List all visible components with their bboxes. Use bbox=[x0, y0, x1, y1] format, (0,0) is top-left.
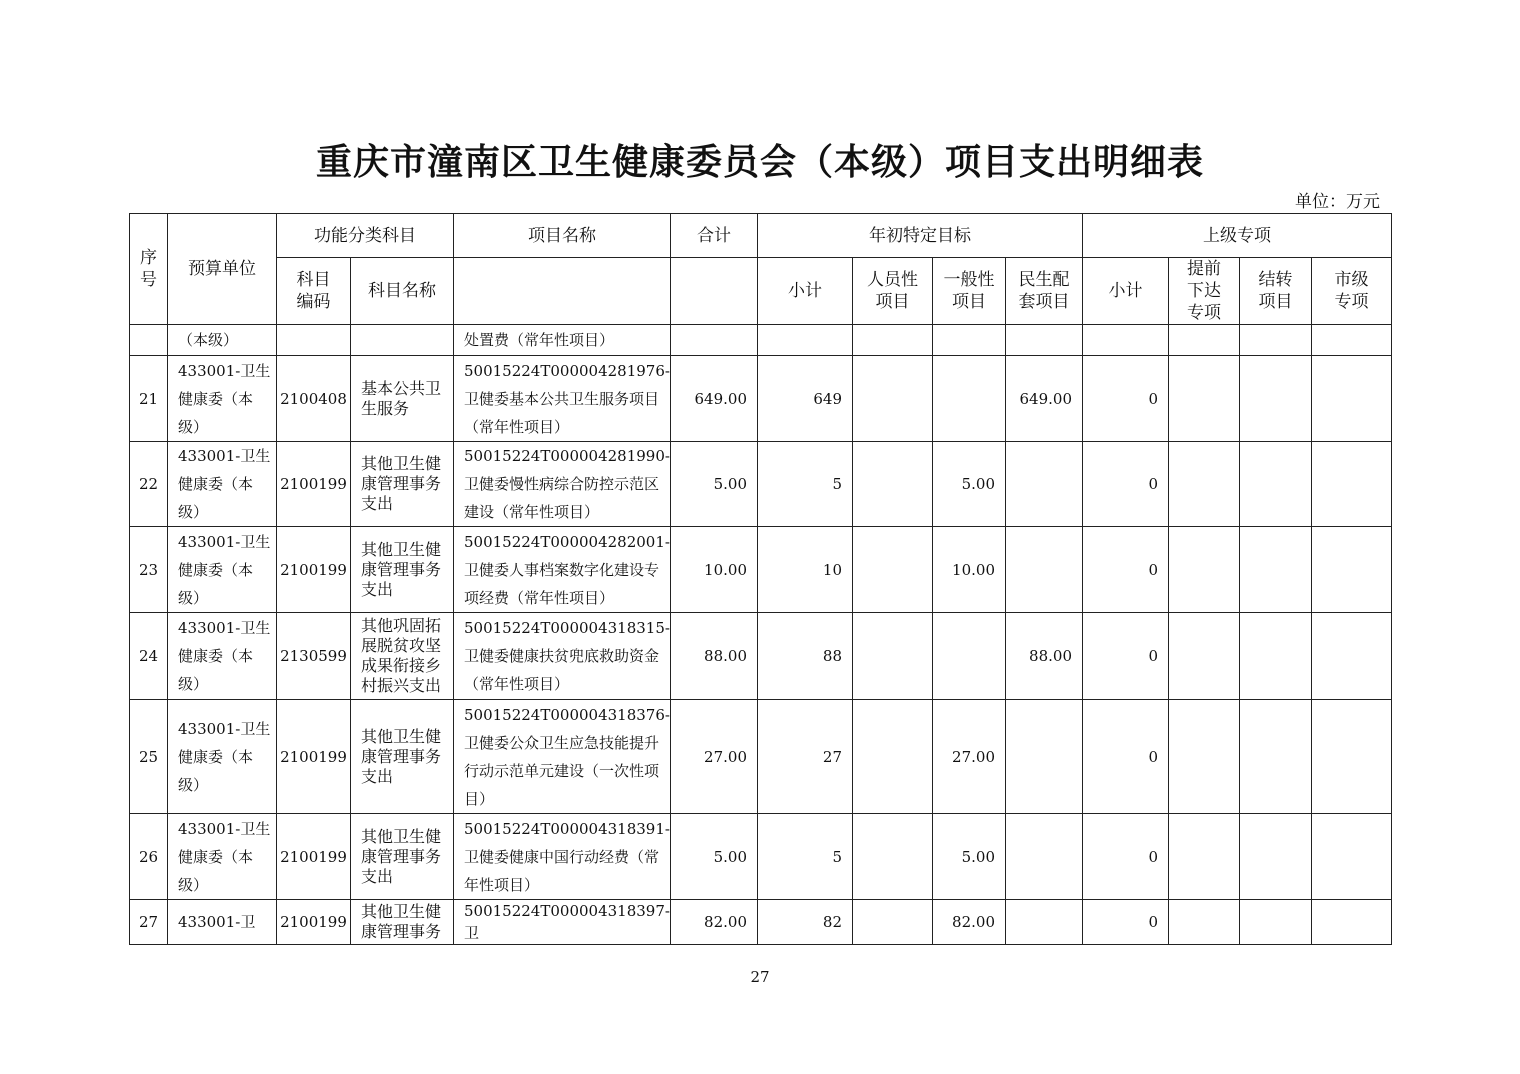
cell-project: 处置费（常年性项目） bbox=[454, 325, 671, 356]
header-total-blank bbox=[671, 258, 758, 325]
cell-city bbox=[1312, 325, 1392, 356]
table-row bbox=[130, 356, 1392, 442]
cell-subject: 基本公共卫生服务 bbox=[351, 356, 454, 442]
header-city: 市级专项 bbox=[1312, 258, 1392, 325]
cell-seq: 25 bbox=[130, 700, 168, 814]
cell-superior-subtotal: 0 bbox=[1083, 442, 1169, 527]
header-function-classification: 功能分类科目 bbox=[277, 214, 454, 258]
cell-personnel bbox=[853, 613, 933, 700]
cell-total: 649.00 bbox=[671, 356, 758, 442]
cell-advance bbox=[1169, 613, 1240, 700]
cell-project: 50015224T000004281990-卫健委慢性病综合防控示范区建设（常年性项目） bbox=[454, 442, 671, 527]
cell-subject: 其他卫生健康管理事务支出 bbox=[351, 814, 454, 900]
cell-city bbox=[1312, 527, 1392, 613]
cell-personnel bbox=[853, 442, 933, 527]
table-row bbox=[130, 700, 1392, 814]
cell-project: 50015224T000004318397-卫 bbox=[454, 900, 671, 945]
header-project-name: 项目名称 bbox=[454, 214, 671, 258]
cell-city bbox=[1312, 613, 1392, 700]
cell-unit: 433001-卫生健康委（本级） bbox=[168, 700, 277, 814]
cell-total: 5.00 bbox=[671, 814, 758, 900]
cell-unit: 433001-卫生健康委（本级） bbox=[168, 356, 277, 442]
cell-subject: 其他卫生健康管理事务支出 bbox=[351, 527, 454, 613]
cell-code: 2130599 bbox=[277, 613, 351, 700]
cell-livelihood bbox=[1006, 700, 1083, 814]
cell-city bbox=[1312, 442, 1392, 527]
cell-superior-subtotal: 0 bbox=[1083, 900, 1169, 945]
cell-personnel bbox=[853, 700, 933, 814]
cell-advance bbox=[1169, 325, 1240, 356]
cell-project: 50015224T000004281976-卫健委基本公共卫生服务项目（常年性项目） bbox=[454, 356, 671, 442]
header-general: 一般性项目 bbox=[933, 258, 1006, 325]
cell-general: 82.00 bbox=[933, 900, 1006, 945]
cell-seq bbox=[130, 325, 168, 356]
cell-subtotal: 5 bbox=[758, 442, 853, 527]
cell-superior-subtotal: 0 bbox=[1083, 613, 1169, 700]
cell-personnel bbox=[853, 527, 933, 613]
header-project-name-blank bbox=[454, 258, 671, 325]
cell-general bbox=[933, 356, 1006, 442]
cell-personnel bbox=[853, 356, 933, 442]
cell-city bbox=[1312, 900, 1392, 945]
cell-carryover bbox=[1240, 814, 1312, 900]
cell-subject: 其他卫生健康管理事务支出 bbox=[351, 700, 454, 814]
cell-unit: 433001-卫生健康委（本级） bbox=[168, 527, 277, 613]
cell-livelihood bbox=[1006, 527, 1083, 613]
cell-subject: 其他巩固拓展脱贫攻坚成果衔接乡村振兴支出 bbox=[351, 613, 454, 700]
cell-project: 50015224T000004282001-卫健委人事档案数字化建设专项经费（常年性项目） bbox=[454, 527, 671, 613]
table-row bbox=[130, 527, 1392, 613]
cell-superior-subtotal: 0 bbox=[1083, 356, 1169, 442]
cell-subtotal: 5 bbox=[758, 814, 853, 900]
cell-unit: 433001-卫生健康委（本级） bbox=[168, 442, 277, 527]
cell-livelihood: 649.00 bbox=[1006, 356, 1083, 442]
cell-code: 2100199 bbox=[277, 700, 351, 814]
header-advance: 提前下达专项 bbox=[1169, 258, 1240, 325]
cell-unit: 433001-卫生健康委（本级） bbox=[168, 613, 277, 700]
cell-code: 2100199 bbox=[277, 442, 351, 527]
cell-livelihood bbox=[1006, 900, 1083, 945]
cell-unit: 433001-卫 bbox=[168, 900, 277, 945]
cell-advance bbox=[1169, 442, 1240, 527]
cell-unit: （本级） bbox=[168, 325, 277, 356]
table-row bbox=[130, 900, 1392, 945]
header-superior-special: 上级专项 bbox=[1083, 214, 1392, 258]
header-annual-subtotal: 小计 bbox=[758, 258, 853, 325]
cell-advance bbox=[1169, 814, 1240, 900]
cell-city bbox=[1312, 356, 1392, 442]
cell-general: 27.00 bbox=[933, 700, 1006, 814]
cell-carryover bbox=[1240, 442, 1312, 527]
cell-general: 5.00 bbox=[933, 814, 1006, 900]
cell-code: 2100408 bbox=[277, 356, 351, 442]
header-annual-targets: 年初特定目标 bbox=[758, 214, 1083, 258]
header-seq: 序号 bbox=[130, 214, 168, 325]
header-superior-subtotal: 小计 bbox=[1083, 258, 1169, 325]
header-subject-code: 科目编码 bbox=[277, 258, 351, 325]
cell-subtotal: 649 bbox=[758, 356, 853, 442]
cell-subtotal: 27 bbox=[758, 700, 853, 814]
cell-livelihood bbox=[1006, 325, 1083, 356]
cell-total: 10.00 bbox=[671, 527, 758, 613]
cell-city bbox=[1312, 700, 1392, 814]
header-total: 合计 bbox=[671, 214, 758, 258]
cell-subtotal: 10 bbox=[758, 527, 853, 613]
cell-city bbox=[1312, 814, 1392, 900]
cell-project: 50015224T000004318315-卫健委健康扶贫兜底救助资金（常年性项目） bbox=[454, 613, 671, 700]
cell-subtotal: 88 bbox=[758, 613, 853, 700]
page-title: 重庆市潼南区卫生健康委员会（本级）项目支出明细表 bbox=[315, 141, 1204, 183]
cell-advance bbox=[1169, 900, 1240, 945]
cell-seq: 26 bbox=[130, 814, 168, 900]
cell-subject: 其他卫生健康管理事务支出 bbox=[351, 442, 454, 527]
table-row bbox=[130, 613, 1392, 700]
cell-carryover bbox=[1240, 527, 1312, 613]
header-livelihood: 民生配套项目 bbox=[1006, 258, 1083, 325]
cell-carryover bbox=[1240, 700, 1312, 814]
cell-carryover bbox=[1240, 356, 1312, 442]
cell-seq: 27 bbox=[130, 900, 168, 945]
cell-total: 82.00 bbox=[671, 900, 758, 945]
cell-code: 2100199 bbox=[277, 527, 351, 613]
cell-general: 10.00 bbox=[933, 527, 1006, 613]
cell-subtotal bbox=[758, 325, 853, 356]
header-carryover: 结转项目 bbox=[1240, 258, 1312, 325]
cell-seq: 23 bbox=[130, 527, 168, 613]
cell-subject: 其他卫生健康管理事务 bbox=[351, 900, 454, 945]
cell-seq: 24 bbox=[130, 613, 168, 700]
table-row bbox=[130, 814, 1392, 900]
cell-total: 88.00 bbox=[671, 613, 758, 700]
cell-livelihood bbox=[1006, 442, 1083, 527]
cell-seq: 22 bbox=[130, 442, 168, 527]
cell-carryover bbox=[1240, 613, 1312, 700]
cell-general bbox=[933, 613, 1006, 700]
cell-code: 2100199 bbox=[277, 814, 351, 900]
cell-superior-subtotal bbox=[1083, 325, 1169, 356]
table-row bbox=[130, 442, 1392, 527]
cell-total: 27.00 bbox=[671, 700, 758, 814]
page-number: 27 bbox=[750, 968, 770, 986]
cell-superior-subtotal: 0 bbox=[1083, 527, 1169, 613]
table-row bbox=[130, 325, 1392, 356]
cell-general: 5.00 bbox=[933, 442, 1006, 527]
cell-superior-subtotal: 0 bbox=[1083, 814, 1169, 900]
cell-project: 50015224T000004318376-卫健委公众卫生应急技能提升行动示范单元建设（一次性项目） bbox=[454, 700, 671, 814]
header-budget-unit: 预算单位 bbox=[168, 214, 277, 325]
cell-subject bbox=[351, 325, 454, 356]
cell-personnel bbox=[853, 325, 933, 356]
cell-superior-subtotal: 0 bbox=[1083, 700, 1169, 814]
cell-project: 50015224T000004318391-卫健委健康中国行动经费（常年性项目） bbox=[454, 814, 671, 900]
cell-total: 5.00 bbox=[671, 442, 758, 527]
cell-seq: 21 bbox=[130, 356, 168, 442]
cell-total bbox=[671, 325, 758, 356]
cell-livelihood bbox=[1006, 814, 1083, 900]
cell-carryover bbox=[1240, 325, 1312, 356]
project-expenditure-table bbox=[129, 213, 1392, 945]
cell-personnel bbox=[853, 814, 933, 900]
header-subject-name: 科目名称 bbox=[351, 258, 454, 325]
cell-general bbox=[933, 325, 1006, 356]
cell-unit: 433001-卫生健康委（本级） bbox=[168, 814, 277, 900]
cell-code: 2100199 bbox=[277, 900, 351, 945]
cell-personnel bbox=[853, 900, 933, 945]
cell-livelihood: 88.00 bbox=[1006, 613, 1083, 700]
cell-advance bbox=[1169, 356, 1240, 442]
cell-advance bbox=[1169, 700, 1240, 814]
header-personnel: 人员性项目 bbox=[853, 258, 933, 325]
cell-subtotal: 82 bbox=[758, 900, 853, 945]
unit-label: 单位：万元 bbox=[1295, 192, 1380, 212]
cell-carryover bbox=[1240, 900, 1312, 945]
cell-code bbox=[277, 325, 351, 356]
cell-advance bbox=[1169, 527, 1240, 613]
